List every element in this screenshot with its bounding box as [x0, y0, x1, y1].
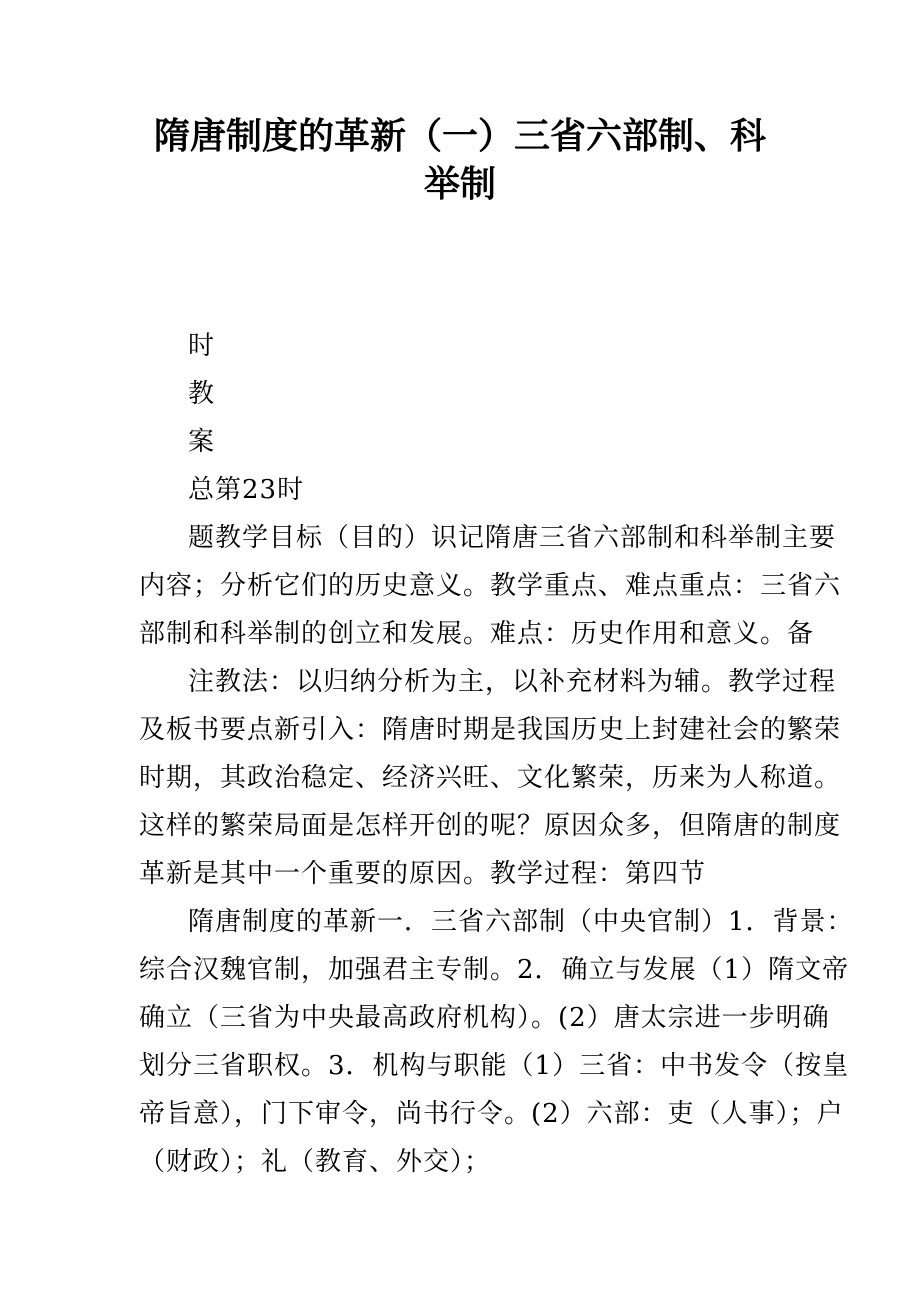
text-line: 时: [188, 331, 216, 361]
text-line: 时期，其政治稳定、经济兴旺、文化繁荣，历来为人称道。: [139, 763, 842, 793]
text-line: 这样的繁荣局面是怎样开创的呢？原因众多，但隋唐的制度: [139, 811, 842, 841]
text-line: 教: [188, 379, 216, 409]
text-line: 总第23时: [188, 475, 305, 505]
text-line: 部制和科举制的创立和发展。难点：历史作用和意义。备: [139, 619, 815, 649]
text-line: 帝旨意），门下审令，尚书行令。(2）六部：吏（人事）；户: [139, 1099, 844, 1129]
title-line-2: 举制: [423, 163, 496, 205]
text-line: 确立（三省为中央最高政府机构）。(2）唐太宗进一步明确: [139, 1003, 830, 1033]
text-line: 划分三省职权。3．机构与职能（1）三省：中书发令（按皇: [139, 1051, 850, 1081]
text-line: 及板书要点新引入：隋唐时期是我国历史上封建社会的繁荣: [139, 715, 842, 745]
text-line: 注教法：以归纳分析为主，以补充材料为辅。教学过程: [188, 667, 837, 697]
document-title: [0, 112, 920, 208]
text-line: 综合汉魏官制，加强君主专制。2．确立与发展（1）隋文帝: [139, 955, 850, 985]
text-line: 隋唐制度的革新一．三省六部制（中央官制）1．背景：: [188, 907, 854, 937]
title-line-1: 隋唐制度的革新（一）三省六部制、科: [153, 115, 766, 157]
text-line: （财政）；礼（教育、外交）；: [139, 1147, 492, 1177]
text-line: 题教学目标（目的）识记隋唐三省六部制和科举制主要: [188, 523, 837, 553]
document-body: [139, 322, 854, 1186]
text-line: 案: [188, 427, 216, 457]
text-line: 革新是其中一个重要的原因。教学过程：第四节: [139, 859, 707, 889]
text-line: 内容；分析它们的历史意义。教学重点、难点重点：三省六: [139, 571, 842, 601]
